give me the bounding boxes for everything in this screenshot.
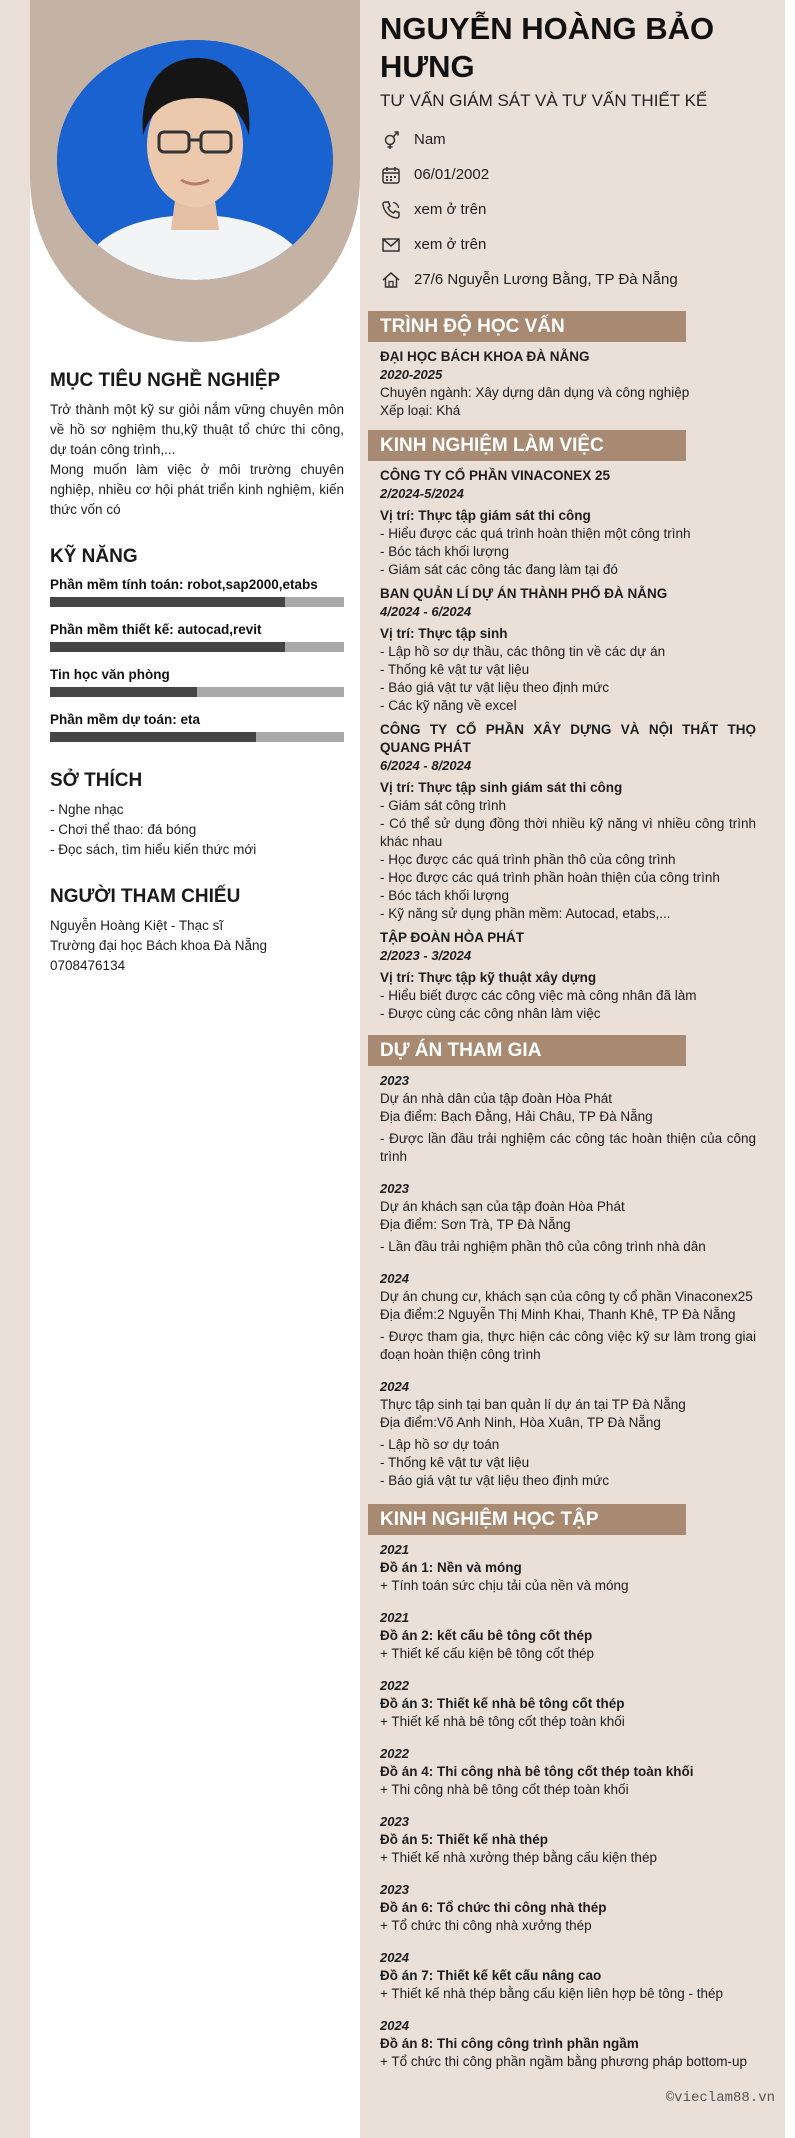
gender-icon [380, 129, 402, 151]
project-location: Địa điểm: Sơn Trà, TP Đà Nẵng [380, 1217, 571, 1232]
study-year: 2022 [380, 1678, 409, 1693]
experience-date: 2/2023 - 3/2024 [380, 948, 472, 963]
project-year: 2024 [380, 1379, 409, 1394]
experience-bullet: - Kỹ năng sử dụng phần mềm: Autocad, etabs,... [380, 906, 671, 921]
hobby-item: - Nghe nhạc [50, 802, 124, 817]
career-goal-heading: MỤC TIÊU NGHỀ NGHIỆP [50, 370, 281, 391]
study-title: Đồ án 6: Tổ chức thi công nhà thép [380, 1900, 607, 1915]
experience-bullet: - Hiểu được các quá trình hoàn thiện một công trình [380, 526, 691, 541]
project-year: 2023 [380, 1181, 409, 1196]
project-desc: - Lần đầu trải nghiệm phần thô của công trình nhà dân [380, 1239, 706, 1254]
project-location: Địa điểm:Võ Anh Ninh, Hòa Xuân, TP Đà Nẵng [380, 1415, 661, 1430]
experience-bullet: - Bóc tách khối lượng [380, 888, 509, 903]
reference-line: Trường đại học Bách khoa Đà Nẵng [50, 938, 268, 953]
experience-heading: KINH NGHIỆM LÀM VIỆC [368, 430, 686, 461]
education-school: ĐẠI HỌC BÁCH KHOA ĐÀ NẴNG [380, 349, 590, 364]
references-list [50, 916, 344, 976]
study-item [380, 1745, 756, 1799]
project-year: 2024 [380, 1271, 409, 1286]
study-item [380, 1813, 756, 1867]
study-desc: + Tính toán sức chịu tải của nền và móng [380, 1578, 629, 1593]
email-text: xem ở trên [414, 236, 487, 253]
home-icon [380, 269, 402, 291]
left-column [50, 360, 344, 976]
experience-bullet: - Được cùng các công nhân làm việc [380, 1006, 601, 1021]
watermark: ©vieclam88.vn [665, 2090, 775, 2106]
study-year: 2024 [380, 2018, 409, 2033]
info-phone [380, 192, 756, 227]
study-title: Đồ án 4: Thi công nhà bê tông cốt thép toàn khối [380, 1764, 694, 1779]
study-item [380, 1881, 756, 1935]
project-year: 2023 [380, 1073, 409, 1088]
study-desc: + Thiết kế nhà thép bằng cấu kiện liên hợp bê tông - thép [380, 1986, 723, 2001]
skill-bar [50, 732, 344, 742]
project-title: Dự án nhà dân của tập đoàn Hòa Phát [380, 1091, 612, 1106]
study-title: Đồ án 5: Thiết kế nhà thép [380, 1832, 549, 1847]
study-year: 2023 [380, 1814, 409, 1829]
info-email [380, 227, 756, 262]
study-item [380, 1949, 756, 2003]
experience-company: TẬP ĐOÀN HÒA PHÁT [380, 930, 525, 945]
skill-bar [50, 642, 344, 652]
project-desc: - Được tham gia, thực hiện các công việc kỹ sư làm trong giai đoạn hoàn thiện công trình [380, 1329, 756, 1362]
skill-name: Tin học văn phòng [50, 667, 170, 682]
phone-icon [380, 199, 402, 221]
calendar-icon [380, 164, 402, 186]
experience-item [380, 467, 756, 579]
experience-date: 6/2024 - 8/2024 [380, 758, 472, 773]
experience-date: 2/2024-5/2024 [380, 486, 464, 501]
experience-bullet: - Hiểu biết được các công việc mà công nhân đã làm [380, 988, 697, 1003]
experience-date: 4/2024 - 6/2024 [380, 604, 472, 619]
experience-bullet: - Bóc tách khối lượng [380, 544, 509, 559]
experience-company: CÔNG TY CỔ PHẦN VINACONEX 25 [380, 468, 611, 483]
experience-bullet: - Báo giá vật tư vật liệu theo định mức [380, 680, 609, 695]
experience-role: Vị trí: Thực tập giám sát thi công [380, 508, 591, 523]
portrait-photo [57, 40, 333, 280]
study-item [380, 1677, 756, 1731]
study-title: Đồ án 2: kết cấu bê tông cốt thép [380, 1628, 593, 1643]
experience-bullet: - Lập hồ sơ dự thầu, các thông tin về các dự án [380, 644, 666, 659]
skill-name: Phần mềm dự toán: eta [50, 712, 201, 727]
skill-item [50, 621, 344, 652]
study-item [380, 1541, 756, 1595]
experience-company: BAN QUẢN LÍ DỰ ÁN THÀNH PHỐ ĐÀ NẴNG [380, 586, 668, 601]
experience-bullet: - Học được các quá trình phần hoàn thiện của công trình [380, 870, 720, 885]
avatar-frame [30, 0, 360, 342]
project-desc: - Lập hồ sơ dự toán - Thống kê vật tư vật liệu - Báo giá vật tư vật liệu theo định mức [380, 1437, 609, 1488]
reference-line: 0708476134 [50, 958, 126, 973]
study-title: Đồ án 7: Thiết kế kết cấu nâng cao [380, 1968, 602, 1983]
study-list [380, 1541, 756, 2071]
education-heading: TRÌNH ĐỘ HỌC VẤN [368, 311, 686, 342]
project-location: Địa điểm: Bạch Đằng, Hải Châu, TP Đà Nẵng [380, 1109, 653, 1124]
skills-list [50, 576, 344, 742]
skill-name: Phần mềm tính toán: robot,sap2000,etabs [50, 577, 318, 592]
project-desc: - Được lần đầu trải nghiệm các công tác hoàn thiện của công trình [380, 1131, 756, 1164]
study-year: 2021 [380, 1610, 409, 1625]
experience-item [380, 721, 756, 923]
skill-item [50, 711, 344, 742]
address-text: 27/6 Nguyễn Lương Bằng, TP Đà Nẵng [414, 271, 678, 288]
skill-item [50, 666, 344, 697]
birthday-text: 06/01/2002 [414, 166, 490, 183]
hobbies-list [50, 800, 344, 860]
experience-bullet: - Học được các quá trình phần thô của công trình [380, 852, 676, 867]
skill-bar-fill [50, 642, 285, 652]
study-title: Đồ án 1: Nền và móng [380, 1560, 522, 1575]
right-strip [785, 0, 795, 2138]
study-year: 2023 [380, 1882, 409, 1897]
study-desc: + Tổ chức thi công phần ngầm bằng phương pháp bottom-up [380, 2054, 748, 2069]
study-desc: + Thiết kế nhà bê tông cốt thép toàn khối [380, 1714, 625, 1729]
projects-heading: DỰ ÁN THAM GIA [368, 1035, 686, 1066]
education-major: Chuyên ngành: Xây dựng dân dụng và công nghiệp [380, 385, 690, 400]
hobby-item: - Đọc sách, tìm hiểu kiến thức mới [50, 842, 257, 857]
email-icon [380, 234, 402, 256]
skill-bar-fill [50, 597, 285, 607]
experience-bullet: - Giám sát các công tác đang làm tại đó [380, 562, 618, 577]
info-address [380, 262, 756, 297]
experience-role: Vị trí: Thực tập sinh giám sát thi công [380, 780, 623, 795]
full-name: NGUYỄN HOÀNG BẢO HƯNG [380, 11, 715, 84]
career-goal-text-1: Trở thành một kỹ sư giỏi nắm vững chuyên môn về hồ sơ nghiệm thu,kỹ thuật tổ chức thi công, dự toán công trình,... [50, 402, 344, 457]
experience-bullet: - Có thể sử dụng đồng thời nhiều kỹ năng vì nhiều công trình khác nhau [380, 816, 756, 849]
project-item [380, 1270, 756, 1364]
skill-name: Phần mềm thiết kế: autocad,revit [50, 622, 262, 637]
hobbies-heading: SỞ THÍCH [50, 770, 143, 791]
reference-line: Nguyễn Hoàng Kiệt - Thạc sĩ [50, 918, 224, 933]
skill-bar-fill [50, 732, 256, 742]
study-desc: + Thi công nhà bê tông cốt thép toàn khối [380, 1782, 629, 1797]
project-location: Địa điểm:2 Nguyễn Thị Minh Khai, Thanh Khê, TP Đà Nẵng [380, 1307, 736, 1322]
hobby-item: - Chơi thể thao: đá bóng [50, 822, 197, 837]
experience-role: Vị trí: Thực tập kỹ thuật xây dựng [380, 970, 597, 985]
project-item [380, 1180, 756, 1256]
study-heading: KINH NGHIỆM HỌC TẬP [368, 1504, 686, 1535]
skill-item [50, 576, 344, 607]
avatar [57, 40, 333, 280]
project-title: Dự án khách sạn của tập đoàn Hòa Phát [380, 1199, 625, 1214]
left-strip [0, 0, 30, 2138]
info-gender [380, 122, 756, 157]
experience-company: CÔNG TY CỔ PHẦN XÂY DỰNG VÀ NỘI THẤT THỌ QUANG PHÁT [380, 722, 756, 755]
skills-heading: KỸ NĂNG [50, 546, 138, 567]
job-title: TƯ VẤN GIÁM SÁT VÀ TƯ VẤN THIẾT KẾ [380, 91, 708, 110]
skill-bar [50, 597, 344, 607]
gender-text: Nam [414, 131, 446, 148]
experience-role: Vị trí: Thực tập sinh [380, 626, 508, 641]
experience-list [380, 467, 756, 1023]
project-item [380, 1072, 756, 1166]
study-year: 2024 [380, 1950, 409, 1965]
info-birthday [380, 157, 756, 192]
experience-item [380, 929, 756, 1023]
project-title: Dự án chung cư, khách sạn của công ty cổ phần Vinaconex25 [380, 1289, 753, 1304]
study-title: Đồ án 3: Thiết kế nhà bê tông cốt thép [380, 1696, 625, 1711]
project-title: Thực tập sinh tại ban quản lí dự án tại TP Đà Nẵng [380, 1397, 686, 1412]
projects-list [380, 1072, 756, 1490]
references-heading: NGƯỜI THAM CHIẾU [50, 886, 241, 907]
phone-text: xem ở trên [414, 201, 487, 218]
experience-bullet: - Giám sát công trình [380, 798, 507, 813]
project-item [380, 1378, 756, 1490]
study-item [380, 1609, 756, 1663]
education-years: 2020-2025 [380, 367, 443, 382]
study-desc: + Thiết kế cấu kiện bê tông cốt thép [380, 1646, 595, 1661]
experience-bullet: - Thống kê vật tư vật liệu [380, 662, 530, 677]
study-item [380, 2017, 756, 2071]
right-column [380, 10, 756, 2071]
study-desc: + Tổ chức thi công nhà xưởng thép [380, 1918, 592, 1933]
career-goal-text-2: Mong muốn làm việc ở môi trường chuyên nghiệp, nhiều cơ hội phát triển kinh nghiệm, kiến thức vốn có [50, 462, 344, 517]
study-title: Đồ án 8: Thi công công trình phần ngầm [380, 2036, 639, 2051]
experience-item [380, 585, 756, 715]
experience-bullet: - Các kỹ năng về excel [380, 698, 517, 713]
skill-bar-fill [50, 687, 197, 697]
study-desc: + Thiết kế nhà xưởng thép bằng cấu kiện thép [380, 1850, 657, 1865]
study-year: 2021 [380, 1542, 409, 1557]
study-year: 2022 [380, 1746, 409, 1761]
education-grade: Xếp loại: Khá [380, 403, 461, 418]
skill-bar [50, 687, 344, 697]
